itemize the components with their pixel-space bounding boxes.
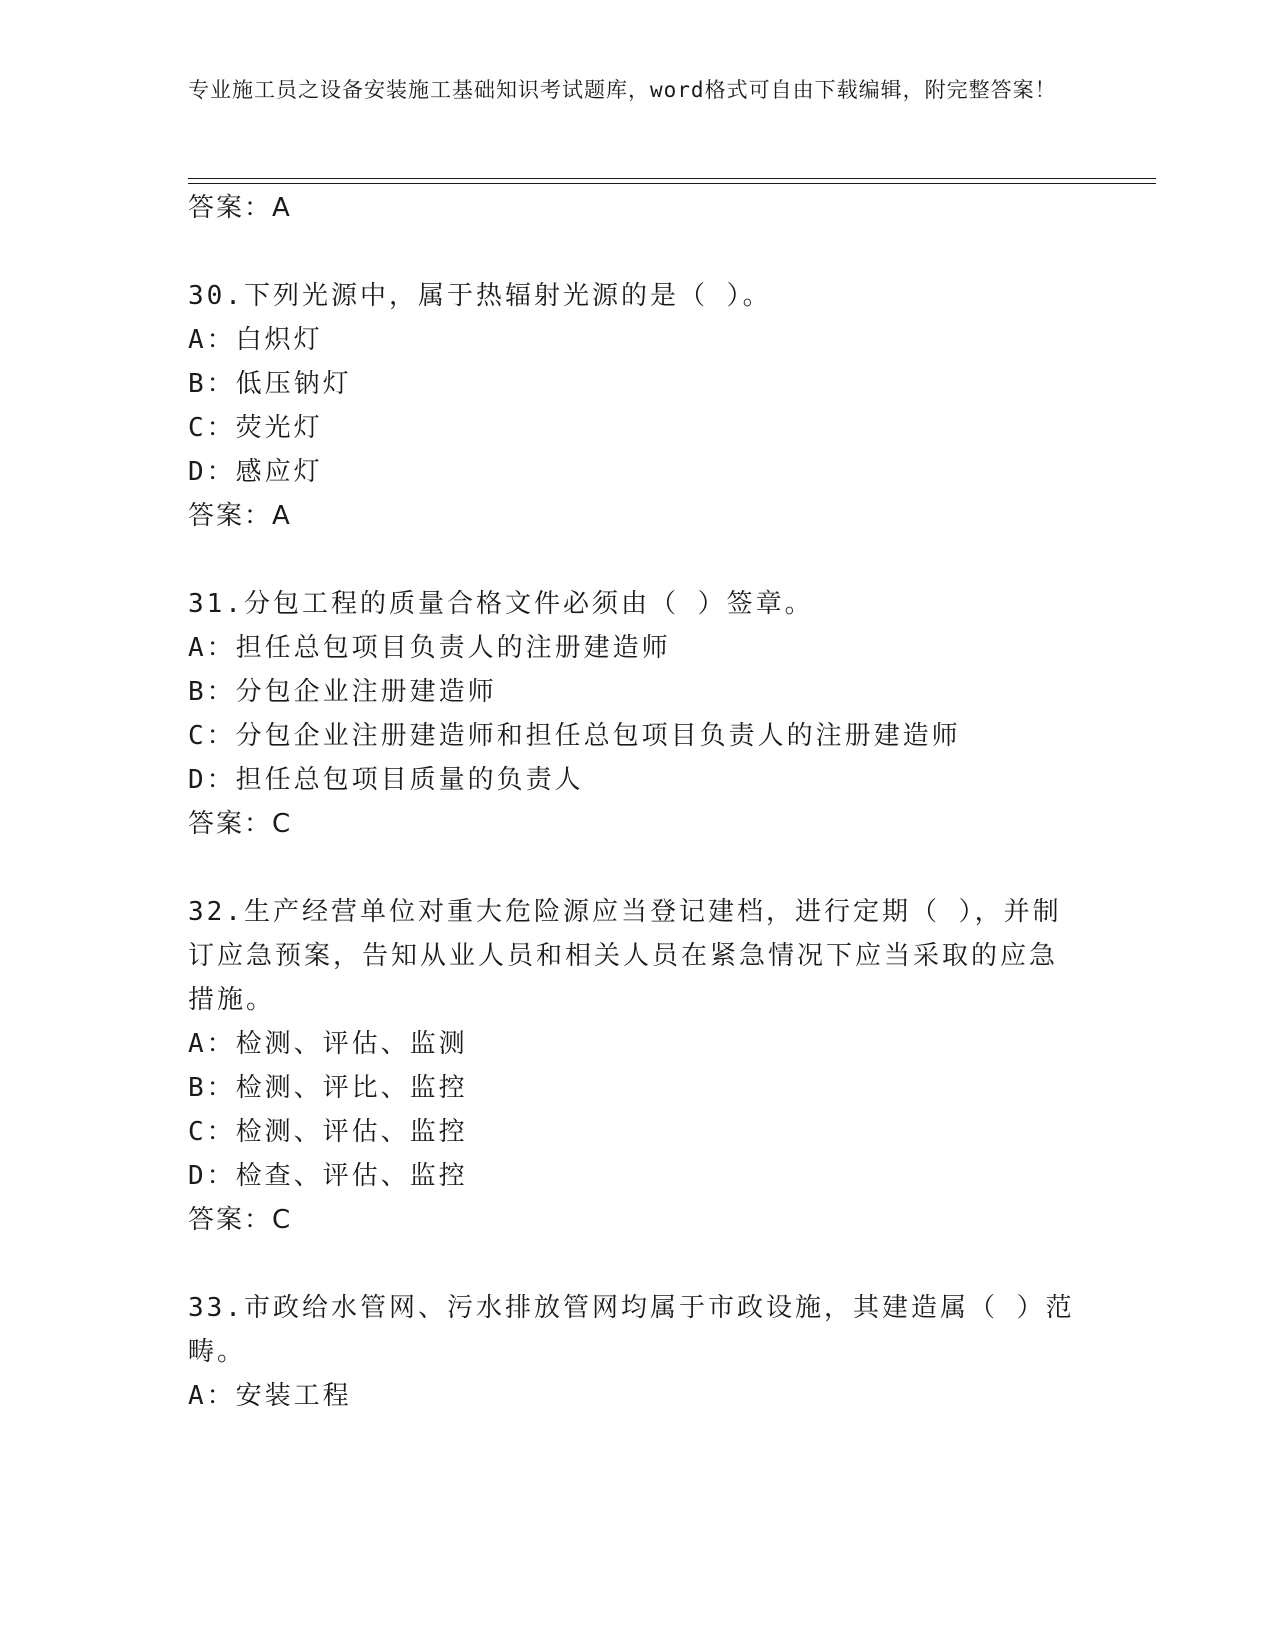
option-d: D：检查、评估、监控 bbox=[188, 1161, 468, 1191]
option-d: D：担任总包项目质量的负责人 bbox=[188, 765, 584, 795]
question-stem: 31.分包工程的质量合格文件必须由（ ）签章。 bbox=[188, 589, 814, 619]
option-c: C：检测、评估、监控 bbox=[188, 1117, 468, 1147]
header-text: 专业施工员之设备安装施工基础知识考试题库，word格式可自由下载编辑，附完整答案！ bbox=[188, 78, 1057, 102]
option-a: A：检测、评估、监测 bbox=[188, 1029, 468, 1059]
option-b: B：分包企业注册建造师 bbox=[188, 677, 497, 707]
document-header bbox=[188, 74, 1068, 106]
question-stem: 30.下列光源中，属于热辐射光源的是（ ）。 bbox=[188, 281, 772, 311]
answer-line: 答案：C bbox=[188, 809, 293, 839]
header-divider-bottom bbox=[188, 183, 1156, 184]
question-stem: 32.生产经营单位对重大危险源应当登记建档，进行定期（ ），并制 bbox=[188, 897, 1062, 927]
question-stem-continued: 畴。 bbox=[188, 1337, 247, 1367]
option-c: C：荧光灯 bbox=[188, 413, 323, 443]
answer-line: 答案：C bbox=[188, 1205, 293, 1235]
question-stem-continued: 订应急预案，告知从业人员和相关人员在紧急情况下应当采取的应急 bbox=[188, 941, 1059, 971]
question-stem-continued: 措施。 bbox=[188, 985, 276, 1015]
header-divider-top bbox=[188, 178, 1156, 179]
option-a: A：担任总包项目负责人的注册建造师 bbox=[188, 633, 671, 663]
question-stem: 33.市政给水管网、污水排放管网均属于市政设施，其建造属（ ）范 bbox=[188, 1293, 1075, 1323]
option-a: A：安装工程 bbox=[188, 1381, 352, 1411]
option-a: A：白炽灯 bbox=[188, 325, 323, 355]
answer-line: 答案：A bbox=[188, 193, 292, 223]
option-b: B：低压钠灯 bbox=[188, 369, 352, 399]
answer-line: 答案：A bbox=[188, 501, 292, 531]
option-d: D：感应灯 bbox=[188, 457, 323, 487]
option-c: C：分包企业注册建造师和担任总包项目负责人的注册建造师 bbox=[188, 721, 961, 751]
option-b: B：检测、评比、监控 bbox=[188, 1073, 468, 1103]
